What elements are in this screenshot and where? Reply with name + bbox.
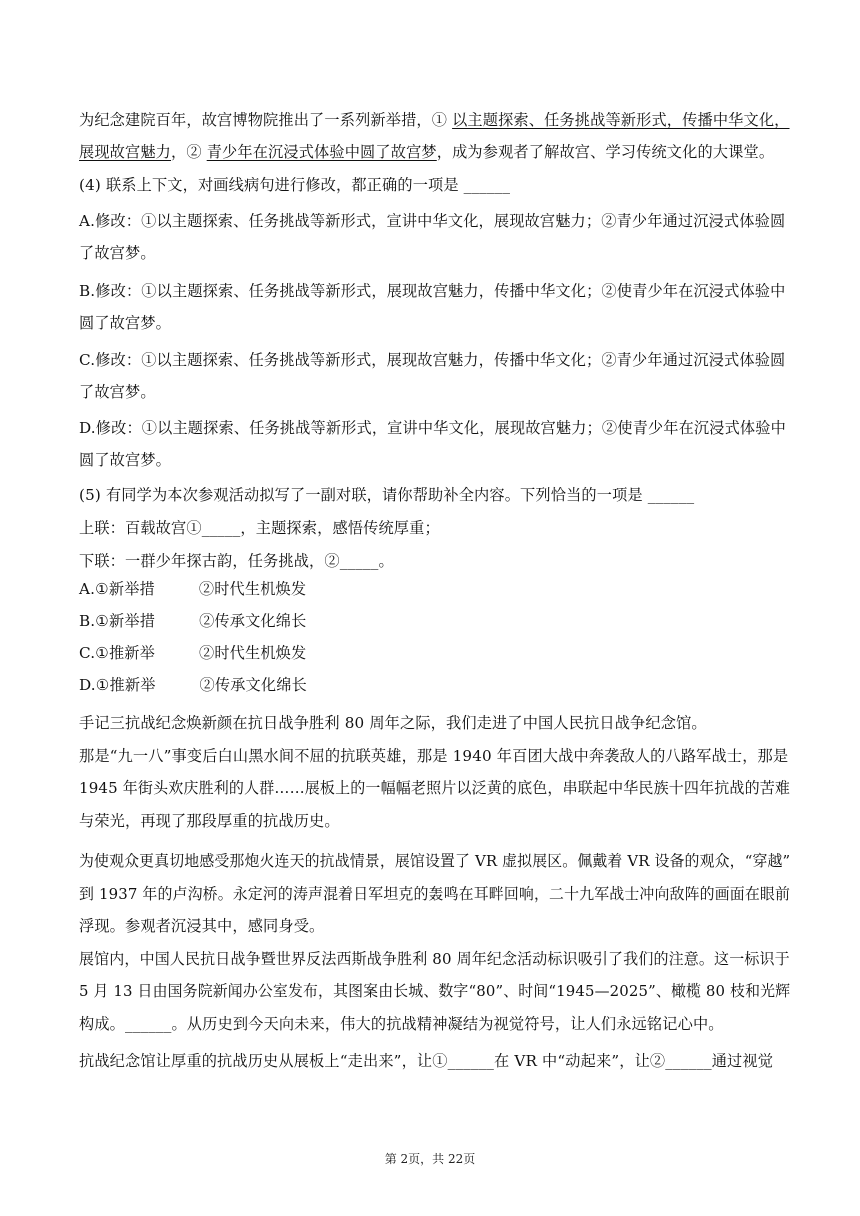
q4-option-b-line1: B.修改：①以主题探索、任务挑战等新形式，展现故宫魅力，传播中华文化；②使青少年在沉浸式体验中 <box>79 282 786 300</box>
passage2-para3-line1: 为使观众更真切地感受那炮火连天的抗战情景，展馆设置了 VR 虚拟展区。佩戴着 VR 设备的观众，“穿越” <box>79 852 791 870</box>
passage1-text: 为纪念建院百年，故宫博物院推出了一系列新举措，① <box>79 111 453 129</box>
option-part-2: ②传承文化绵长 <box>199 676 307 694</box>
passage2-para5-line1: 抗战纪念馆让厚重的抗战历史从展板上“走出来”，让①______在 VR 中“动起来”，让②______通过视觉 <box>79 1052 774 1070</box>
q5-option-c <box>79 643 306 663</box>
q4-option-c-line1: C.修改：①以主题探索、任务挑战等新形式，展现故宫魅力，传播中华文化；②青少年通过沉浸式体验圆 <box>79 351 786 369</box>
passage1-text: ，② <box>171 143 207 161</box>
option-part-2: ②时代生机焕发 <box>198 644 307 662</box>
underlined-sentence-2: 青少年在沉浸式体验中圆了故宫梦 <box>206 143 437 161</box>
passage2-para3-line2: 到 1937 年的卢沟桥。永定河的涛声混着日军坦克的轰鸣在耳畔回响，二十九军战士冲向敌阵的画面在眼前 <box>79 885 791 903</box>
passage2-para2-line1: 那是“九一八”事变后白山黑水间不屈的抗联英雄，那是 1940 年百团大战中奔袭敌人的八路军战士，那是 <box>79 747 789 765</box>
q5-lower-couplet: 下联：一群少年探古韵，任务挑战，②_____。 <box>79 552 394 570</box>
option-part-2: ②传承文化绵长 <box>199 612 307 630</box>
underlined-sentence-1: 以主题探索、任务挑战等新形式，传播中华文化， <box>452 111 790 129</box>
option-part-1: C.①推新举 <box>79 644 155 662</box>
q4-option-a-line2: 了故宫梦。 <box>79 244 156 262</box>
option-part-1: B.①新举措 <box>79 612 156 630</box>
q4-option-d-line1: D.修改：①以主题探索、任务挑战等新形式，宣讲中华文化，展现故宫魅力；②使青少年在沉浸式体验中 <box>79 419 786 437</box>
passage2-para4-line3: 构成。______。从历史到今天向未来，伟大的抗战精神凝结为视觉符号，让人们永远铭记心中。 <box>79 1015 724 1033</box>
q5-option-d <box>79 675 307 695</box>
option-part-1: D.①推新举 <box>79 676 156 694</box>
q4-option-a-line1: A.修改：①以主题探索、任务挑战等新形式，宣讲中华文化，展现故宫魅力；②青少年通过沉浸式体验圆 <box>79 212 786 230</box>
option-part-1: A.①新举措 <box>79 580 155 598</box>
passage2-para2-line3: 与荣光，再现了那段厚重的抗战历史。 <box>79 812 340 830</box>
q4-option-d-line2: 圆了故宫梦。 <box>79 451 172 469</box>
passage2-para4-line1: 展馆内，中国人民抗日战争暨世界反法西斯战争胜利 80 周年纪念活动标识吸引了我们的注意。这一标识于 <box>79 950 790 968</box>
passage2-para4-line2: 5 月 13 日由国务院新闻办公室发布，其图案由长城、数字“80”、时间“1945—2025”、橄榄 80 枝和光辉 <box>79 982 791 1000</box>
q4-stem: (4) 联系上下文，对画线病句进行修改，都正确的一项是 ______ <box>79 176 511 194</box>
underlined-sentence-1-cont: 展现故宫魅力 <box>79 143 172 161</box>
q5-stem: (5) 有同学为本次参观活动拟写了一副对联，请你帮助补全内容。下列恰当的一项是 ______ <box>79 486 695 504</box>
page-number-footer: 第 2页，共 22页 <box>384 1152 476 1166</box>
passage1-text: ，成为参观者了解故宫、学习传统文化的大课堂。 <box>436 143 775 161</box>
q4-option-c-line2: 了故宫梦。 <box>79 383 156 401</box>
q5-upper-couplet: 上联：百载故宫①_____，主题探索，感悟传统厚重； <box>79 519 440 537</box>
passage1-line2 <box>79 142 774 162</box>
option-part-2: ②时代生机焕发 <box>198 580 307 598</box>
q5-option-a <box>79 579 306 599</box>
q5-option-b <box>79 611 306 631</box>
passage2-para3-line3: 浮现。参观者沉浸其中，感同身受。 <box>79 917 325 935</box>
passage1-line1 <box>79 110 790 130</box>
q4-option-b-line2: 圆了故宫梦。 <box>79 314 172 332</box>
passage2-intro: 手记三抗战纪念焕新颜在抗日战争胜利 80 周年之际，我们走进了中国人民抗日战争纪念馆。 <box>79 714 707 732</box>
passage2-para2-line2: 1945 年街头欢庆胜利的人群……展板上的一幅幅老照片以泛黄的底色，串联起中华民族十四年抗战的苦难 <box>79 779 791 797</box>
